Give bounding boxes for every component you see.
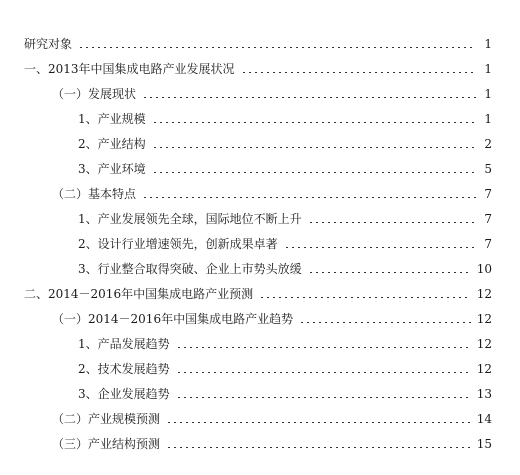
toc-entry-page: 13 [476,387,492,401]
toc-entry-title: 研究对象 [24,37,73,51]
toc-entry[interactable] [78,156,492,176]
toc-leader-dots [152,172,476,173]
toc-entry[interactable] [24,31,492,51]
toc-entry-title: 一、2013年中国集成电路产业发展状况 [24,62,235,76]
toc-entry-page: 1 [484,62,492,76]
toc-leader-dots [152,147,476,148]
toc-leader-dots [176,397,471,398]
toc-entry-title: （二）产业规模预测 [52,412,161,426]
toc-leader-dots [152,122,476,123]
toc-entry-title: 3、企业发展趋势 [78,387,170,401]
toc-leader-dots [142,197,476,198]
toc-entry[interactable] [78,381,492,401]
toc-entry-title: 2、产业结构 [78,137,146,151]
toc-entry[interactable] [78,131,492,151]
toc-entry[interactable] [24,281,492,301]
toc-entry-title: 2、技术发展趋势 [78,362,170,376]
toc-entry-page: 7 [484,237,492,251]
toc-entry[interactable] [78,256,492,276]
toc-leader-dots [241,72,476,73]
toc-entry-page: 1 [484,37,492,51]
toc-entry-title: （三）产业结构预测 [52,437,161,451]
toc-leader-dots [166,422,471,423]
toc-entry[interactable] [78,331,492,351]
toc-leader-dots [308,272,471,273]
toc-entry-page: 12 [476,287,492,301]
toc-entry[interactable] [78,356,492,376]
toc-leader-dots [259,297,471,298]
toc-entry[interactable] [52,81,492,101]
toc-entry-title: 1、产品发展趋势 [78,337,170,351]
toc-entry-page: 12 [476,362,492,376]
toc-entry-page: 12 [476,337,492,351]
toc-entry-page: 12 [476,312,492,326]
toc-leader-dots [78,47,476,48]
toc-entry-page: 10 [476,262,492,276]
toc-entry-page: 14 [476,412,492,426]
toc-entry[interactable] [24,56,492,76]
toc-entry[interactable] [52,431,492,451]
toc-entry-page: 2 [484,137,492,151]
toc-entry-page: 5 [484,162,492,176]
toc-leader-dots [142,97,476,98]
toc-entry-title: 2、设计行业增速领先，创新成果卓著 [78,237,278,251]
toc-entry-title: 3、产业环境 [78,162,146,176]
toc-leader-dots [299,322,471,323]
toc-entry[interactable] [78,231,492,251]
toc-entry[interactable] [78,206,492,226]
toc-entry-title: （一）2014－2016年中国集成电路产业趋势 [52,312,294,326]
toc-entry-title: 1、产业发展领先全球，国际地位不断上升 [78,212,302,226]
toc-leader-dots [166,447,471,448]
toc-entry[interactable] [52,406,492,426]
toc-leader-dots [284,247,476,248]
toc-entry-page: 7 [484,187,492,201]
toc-entry-title: （一）发展现状 [52,87,137,101]
toc-entry[interactable] [52,181,492,201]
toc-leader-dots [176,347,471,348]
toc-entry[interactable] [78,106,492,126]
toc-entry[interactable] [52,306,492,326]
toc-entry-page: 15 [476,437,492,451]
toc-entry-title: 3、行业整合取得突破、企业上市势头放缓 [78,262,302,276]
toc-entry-page: 1 [484,87,492,101]
toc-entry-title: 二、2014－2016年中国集成电路产业预测 [24,287,254,301]
toc-leader-dots [176,372,471,373]
toc-entry-page: 7 [484,212,492,226]
toc-entry-page: 1 [484,112,492,126]
toc-entry-title: 1、产业规模 [78,112,146,126]
toc-leader-dots [308,222,476,223]
toc-entry-title: （二）基本特点 [52,187,137,201]
